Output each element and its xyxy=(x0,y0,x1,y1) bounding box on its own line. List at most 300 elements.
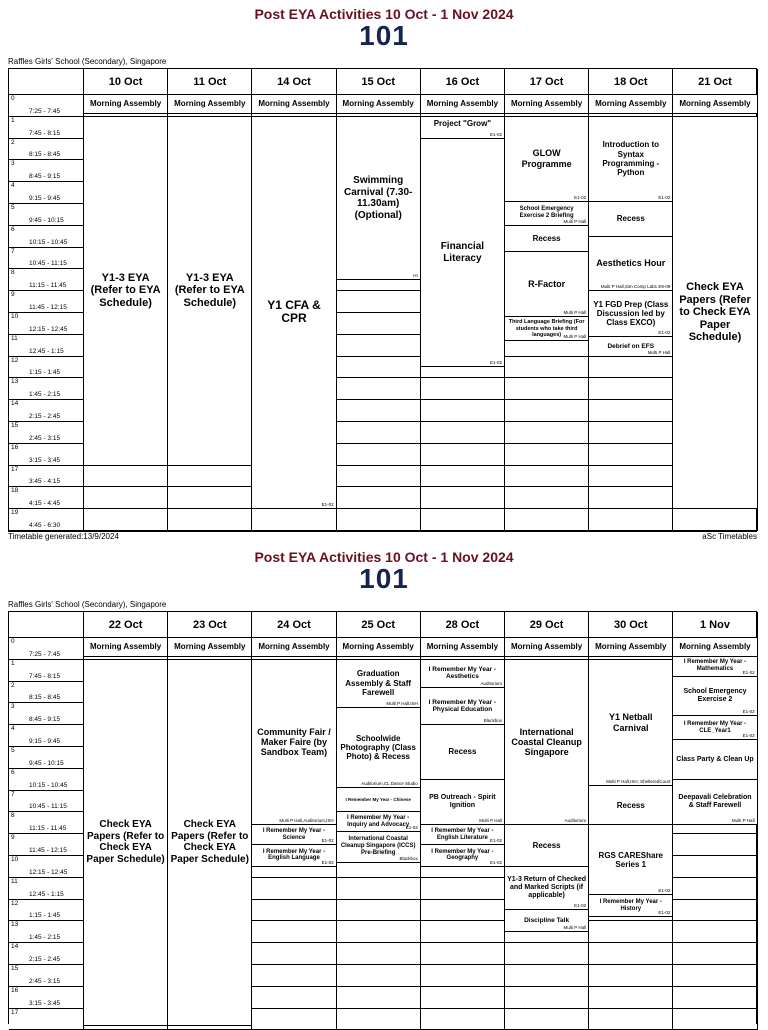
timetable-event[interactable] xyxy=(337,95,421,114)
event-label: Recess xyxy=(616,214,645,224)
period-time: 4:15 - 4:45 xyxy=(29,500,61,508)
event-label: Morning Assembly xyxy=(258,99,330,109)
period-number: 0 xyxy=(11,95,15,102)
period-time: 7:45 - 8:15 xyxy=(29,129,61,137)
timetable-event[interactable] xyxy=(673,780,757,826)
timetable-event[interactable] xyxy=(421,780,505,826)
event-label: Check EYA Papers (Refer to Check EYA Paper Schedule) xyxy=(170,819,249,865)
period-slot xyxy=(9,703,84,725)
period-number: 2 xyxy=(11,681,15,689)
period-time: 3:15 - 3:45 xyxy=(29,456,61,464)
event-room: E1-02 xyxy=(658,888,671,894)
timetable-event[interactable] xyxy=(589,95,673,114)
period-slot xyxy=(9,95,84,117)
event-label: I Remember My Year - Inquiry and Advocacy xyxy=(347,814,410,828)
period-time: 2:45 - 3:15 xyxy=(29,977,61,985)
period-number: 4 xyxy=(11,182,15,190)
timetable-grid xyxy=(8,611,757,1024)
period-slot xyxy=(9,444,84,466)
period-number: 5 xyxy=(11,747,15,754)
page-title: Post EYA Activities 10 Oct - 1 Nov 2024 xyxy=(254,549,514,565)
period-slot xyxy=(9,769,84,791)
empty-cell xyxy=(337,900,421,922)
empty-cell xyxy=(421,466,505,488)
period-time: 8:15 - 8:45 xyxy=(29,694,61,702)
day-header: 24 Oct xyxy=(252,612,336,638)
event-label: Check EYA Papers (Refer to Check EYA Paper Schedule) xyxy=(86,819,165,865)
event-label: Morning Assembly xyxy=(174,99,246,109)
empty-cell xyxy=(337,487,421,509)
period-time: 1:45 - 2:15 xyxy=(29,934,61,942)
period-slot xyxy=(9,682,84,704)
timetable-event[interactable] xyxy=(337,788,421,812)
event-label: Class Party & Clean Up xyxy=(676,755,754,763)
period-number: 14 xyxy=(11,400,19,408)
empty-cell xyxy=(505,444,589,466)
event-label: Deepavali Celebration & Staff Farewell xyxy=(678,794,752,810)
event-label: Discipline Talk xyxy=(524,917,570,925)
period-time: 10:45 - 11:15 xyxy=(29,260,67,268)
timetable-event[interactable] xyxy=(589,895,673,917)
timetable-event[interactable] xyxy=(421,117,505,139)
event-label: Morning Assembly xyxy=(426,99,499,109)
timetable-event[interactable] xyxy=(421,660,505,688)
period-slot xyxy=(9,400,84,422)
event-label: I Remember My Year - Science xyxy=(262,827,326,841)
period-slot xyxy=(9,357,84,379)
empty-cell xyxy=(337,1009,421,1030)
event-room: E1-02 xyxy=(742,709,755,715)
period-number: 3 xyxy=(11,160,15,168)
event-label: GLOW Programme xyxy=(521,148,572,169)
timetable-event[interactable] xyxy=(673,677,757,716)
period-number: 9 xyxy=(11,291,15,299)
timetable-event[interactable] xyxy=(589,825,673,895)
period-number: 6 xyxy=(11,225,15,233)
period-time: 11:45 - 12:15 xyxy=(29,846,67,854)
period-time: 8:15 - 8:45 xyxy=(29,151,61,159)
empty-cell xyxy=(421,509,505,531)
period-slot xyxy=(9,335,84,357)
event-label: Introduction to Syntax Programming - Python xyxy=(602,140,660,177)
empty-cell xyxy=(421,487,505,509)
timetable-event[interactable] xyxy=(337,812,421,832)
event-room: E1-02 xyxy=(321,838,334,844)
period-slot xyxy=(9,422,84,444)
empty-cell xyxy=(505,422,589,444)
empty-cell xyxy=(337,509,421,531)
period-number: 13 xyxy=(11,378,19,386)
timetable-event[interactable] xyxy=(673,95,757,114)
period-number: 16 xyxy=(11,443,19,451)
period-number: 4 xyxy=(11,725,15,733)
period-number: 6 xyxy=(11,768,15,776)
day-header: 1 Nov xyxy=(673,612,757,638)
school-name: Raffles Girls' School (Secondary), Singapore xyxy=(8,57,167,66)
event-label: Financial Literacy xyxy=(440,241,485,264)
timetable-event[interactable] xyxy=(421,688,505,725)
empty-cell xyxy=(589,466,673,488)
period-time: 8:45 - 9:15 xyxy=(29,173,61,181)
period-number: 5 xyxy=(11,204,15,211)
period-slot xyxy=(9,747,84,769)
timetable-event[interactable] xyxy=(84,638,168,657)
day-header: 15 Oct xyxy=(337,69,421,95)
empty-cell xyxy=(673,943,757,965)
empty-cell xyxy=(505,466,589,488)
empty-cell xyxy=(505,400,589,422)
timetable-event[interactable] xyxy=(589,337,673,357)
day-header: 23 Oct xyxy=(168,612,252,638)
empty-cell xyxy=(589,444,673,466)
footer-brand: aSc Timetables xyxy=(702,532,757,541)
day-header: 30 Oct xyxy=(589,612,673,638)
event-label: Recess xyxy=(532,841,561,851)
timetable-event[interactable] xyxy=(168,117,252,466)
event-label: Morning Assembly xyxy=(174,642,246,652)
empty-cell xyxy=(337,335,421,357)
timetable-event[interactable] xyxy=(168,660,252,1026)
period-number: 3 xyxy=(11,703,15,711)
empty-cell xyxy=(421,1009,505,1030)
event-label: Recess xyxy=(448,747,477,757)
event-label: I Remember My Year - Mathematics xyxy=(683,659,747,673)
timetable-event[interactable] xyxy=(589,202,673,237)
period-slot xyxy=(9,812,84,834)
empty-cell xyxy=(673,856,757,878)
event-room: Multi P Hall xyxy=(731,818,755,824)
timetable-event[interactable] xyxy=(84,660,168,1026)
timetable-event[interactable] xyxy=(252,95,336,114)
timetable-event[interactable] xyxy=(337,660,421,708)
event-label: Y1 CFA & CPR xyxy=(267,297,321,326)
event-label: Swimming Carnival (7.30-11.30am) (Optional) xyxy=(344,175,413,221)
event-label: Recess xyxy=(616,800,645,810)
period-slot xyxy=(9,660,84,682)
period-slot xyxy=(9,226,84,248)
empty-cell xyxy=(421,378,505,400)
day-header: 29 Oct xyxy=(505,612,589,638)
timetable-grid xyxy=(8,68,757,532)
period-slot xyxy=(9,139,84,161)
event-label: Morning Assembly xyxy=(510,99,583,109)
day-header: 18 Oct xyxy=(589,69,673,95)
period-time: 12:15 - 12:45 xyxy=(29,325,68,333)
empty-cell xyxy=(337,378,421,400)
timetable-event[interactable] xyxy=(589,786,673,825)
event-label: Graduation Assembly & Staff Farewell xyxy=(345,669,412,697)
timetable-event[interactable] xyxy=(505,226,589,252)
event-room: E1-02 xyxy=(489,859,502,865)
timetable-event[interactable] xyxy=(421,845,505,867)
event-room: Multi P Hall,Auditorium,ISH xyxy=(279,818,334,824)
timetable-event[interactable] xyxy=(337,117,421,281)
period-number: 7 xyxy=(11,247,15,255)
empty-cell xyxy=(505,378,589,400)
period-slot xyxy=(9,791,84,813)
event-label: Y1-3 Return of Checked and Marked Scripts (if applicable) xyxy=(507,876,587,900)
event-room: E1-02 xyxy=(658,910,671,916)
school-name: Raffles Girls' School (Secondary), Singapore xyxy=(8,600,167,609)
event-room: HI xyxy=(413,273,418,279)
period-time: 2:45 - 3:15 xyxy=(29,434,61,442)
event-label: International Coastal Cleanup Singapore xyxy=(511,726,582,758)
period-time: 3:45 - 4:15 xyxy=(29,478,61,486)
timetable-event[interactable] xyxy=(337,708,421,789)
period-slot xyxy=(9,878,84,900)
day-header: 22 Oct xyxy=(84,612,168,638)
timetable-event[interactable] xyxy=(421,139,505,368)
period-slot xyxy=(9,725,84,747)
empty-cell xyxy=(673,965,757,987)
period-time: 1:15 - 1:45 xyxy=(29,912,61,920)
empty-cell xyxy=(505,357,589,379)
period-number: 1 xyxy=(11,659,15,667)
timetable-event[interactable] xyxy=(673,657,757,678)
period-time: 10:15 - 10:45 xyxy=(29,781,68,789)
timetable-event[interactable] xyxy=(673,117,757,509)
timetable-event[interactable] xyxy=(84,117,168,466)
timetable-event[interactable] xyxy=(337,638,421,657)
event-label: Morning Assembly xyxy=(679,642,751,652)
period-number: 9 xyxy=(11,834,15,842)
event-label: PB Outreach - Spirit Ignition xyxy=(429,794,496,810)
period-time: 7:25 - 7:45 xyxy=(29,107,61,115)
period-slot xyxy=(9,378,84,400)
period-slot xyxy=(9,509,84,531)
empty-cell xyxy=(589,1009,673,1030)
empty-cell xyxy=(84,509,168,531)
event-label: I Remember My Year - Aesthetics xyxy=(428,665,497,681)
timetable-event[interactable] xyxy=(589,237,673,292)
period-number: 17 xyxy=(11,1008,19,1016)
empty-cell xyxy=(673,834,757,856)
period-number: 15 xyxy=(11,422,19,429)
empty-cell xyxy=(337,965,421,987)
empty-cell xyxy=(421,400,505,422)
event-room: E1-02 xyxy=(321,502,334,508)
period-time: 1:45 - 2:15 xyxy=(29,391,61,399)
event-label: I Remember My Year - Chinese xyxy=(345,797,411,803)
event-label: I Remember My Year - English Language xyxy=(262,848,326,862)
timetable-event[interactable] xyxy=(505,252,589,317)
empty-cell xyxy=(673,987,757,1009)
empty-cell xyxy=(337,400,421,422)
empty-cell xyxy=(252,900,336,922)
timetable-event[interactable] xyxy=(421,95,505,114)
timetable-event[interactable] xyxy=(589,660,673,786)
period-number: 18 xyxy=(11,487,19,495)
day-header: 21 Oct xyxy=(673,69,757,95)
event-label: RGS CAREShare Series 1 xyxy=(598,850,664,869)
empty-cell xyxy=(589,378,673,400)
empty-cell xyxy=(337,444,421,466)
event-label: I Remember My Year - Physical Education xyxy=(428,698,497,714)
empty-cell xyxy=(421,900,505,922)
timetable-event[interactable] xyxy=(252,638,336,657)
day-header: 14 Oct xyxy=(252,69,336,95)
period-slot xyxy=(9,856,84,878)
timetable-event[interactable] xyxy=(84,95,168,114)
period-slot xyxy=(9,466,84,488)
event-label: Morning Assembly xyxy=(679,99,751,109)
timetable-event[interactable] xyxy=(505,317,589,341)
empty-cell xyxy=(337,357,421,379)
period-time: 9:45 - 10:15 xyxy=(29,759,64,767)
timetable-event[interactable] xyxy=(673,740,757,779)
timetable-event[interactable] xyxy=(505,660,589,826)
event-room: E1-02 xyxy=(489,838,502,844)
period-slot xyxy=(9,204,84,226)
event-room: E1-02 xyxy=(742,733,755,739)
empty-cell xyxy=(252,987,336,1009)
period-time: 12:45 - 1:15 xyxy=(29,890,64,898)
empty-cell xyxy=(337,878,421,900)
period-time: 7:25 - 7:45 xyxy=(29,650,61,658)
empty-cell xyxy=(421,422,505,444)
period-slot xyxy=(9,943,84,965)
timetable-event[interactable] xyxy=(168,95,252,114)
period-number: 2 xyxy=(11,138,15,146)
empty-cell xyxy=(589,487,673,509)
timetable-event[interactable] xyxy=(505,202,589,226)
empty-cell xyxy=(421,943,505,965)
period-slot xyxy=(9,117,84,139)
timetable-event[interactable] xyxy=(252,825,336,845)
period-number: 11 xyxy=(11,877,18,885)
event-label: Y1-3 EYA (Refer to EYA Schedule) xyxy=(90,271,161,310)
period-time: 2:15 - 2:45 xyxy=(29,955,61,963)
period-slot xyxy=(9,160,84,182)
period-number: 14 xyxy=(11,943,19,951)
period-time: 11:15 - 11:45 xyxy=(29,282,67,290)
event-room: Multi P Hall xyxy=(479,818,502,824)
timetable-event[interactable] xyxy=(505,825,589,866)
event-label: School Emergency Exercise 2 xyxy=(683,688,747,704)
empty-cell xyxy=(505,987,589,1009)
period-slot xyxy=(9,900,84,922)
period-number: 7 xyxy=(11,790,15,798)
empty-cell xyxy=(589,509,673,531)
period-number: 8 xyxy=(11,269,15,277)
period-number: 15 xyxy=(11,965,19,972)
timetable-event[interactable] xyxy=(168,638,252,657)
timetable-event[interactable] xyxy=(505,95,589,114)
event-room: Multi P Hall xyxy=(647,349,671,355)
empty-cell xyxy=(337,987,421,1009)
class-number: 101 xyxy=(359,20,409,51)
period-slot xyxy=(9,269,84,291)
period-time: 11:15 - 11:45 xyxy=(29,825,67,833)
empty-cell xyxy=(589,400,673,422)
event-label: R-Factor xyxy=(528,278,566,289)
empty-cell xyxy=(589,422,673,444)
timetable-event[interactable] xyxy=(252,845,336,867)
period-number: 11 xyxy=(11,334,18,342)
event-room: Multi P Hall xyxy=(563,218,587,224)
event-room: E1-02 xyxy=(489,131,502,137)
period-time: 11:45 - 12:15 xyxy=(29,303,67,311)
day-header: 11 Oct xyxy=(168,69,252,95)
empty-cell xyxy=(589,921,673,943)
empty-cell xyxy=(505,943,589,965)
event-label: Morning Assembly xyxy=(342,99,414,109)
event-room: Auditorium,CL Dance Studio xyxy=(361,781,418,787)
period-time: 9:15 - 9:45 xyxy=(29,737,61,745)
empty-cell xyxy=(84,487,168,509)
empty-cell xyxy=(168,487,252,509)
empty-cell xyxy=(84,466,168,488)
timetable-event[interactable] xyxy=(252,660,336,826)
page-title: Post EYA Activities 10 Oct - 1 Nov 2024 xyxy=(254,6,514,22)
period-slot xyxy=(9,182,84,204)
empty-cell xyxy=(421,987,505,1009)
period-time: 10:15 - 10:45 xyxy=(29,238,68,246)
timetable-event[interactable] xyxy=(252,117,336,509)
empty-cell xyxy=(337,313,421,335)
period-number: 10 xyxy=(11,313,19,320)
timetable-event[interactable] xyxy=(505,638,589,657)
footer-generated: Timetable generated:13/9/2024 xyxy=(8,532,119,541)
timetable-event[interactable] xyxy=(505,117,589,202)
day-header: 10 Oct xyxy=(84,69,168,95)
timetable-event[interactable] xyxy=(505,867,589,911)
empty-cell xyxy=(168,466,252,488)
event-label: Morning Assembly xyxy=(258,642,330,652)
event-label: Recess xyxy=(532,233,561,243)
timetable-event[interactable] xyxy=(421,638,505,657)
timetable-event[interactable] xyxy=(673,716,757,740)
event-label: I Remember My Year - Geography xyxy=(431,848,494,862)
timetable-event[interactable] xyxy=(505,911,589,933)
timetable-event[interactable] xyxy=(673,638,757,657)
empty-cell xyxy=(673,900,757,922)
timetable-event[interactable] xyxy=(589,117,673,202)
empty-cell xyxy=(673,1009,757,1030)
event-room: E1-02 xyxy=(658,329,671,335)
period-number: 17 xyxy=(11,465,19,473)
timetable-event[interactable] xyxy=(589,291,673,337)
empty-cell xyxy=(673,921,757,943)
event-room: Multi P Hall xyxy=(563,310,587,316)
timetable-event[interactable] xyxy=(589,638,673,657)
period-slot xyxy=(9,834,84,856)
period-slot xyxy=(9,487,84,509)
period-time: 3:15 - 3:45 xyxy=(29,999,61,1007)
timetable-event[interactable] xyxy=(421,725,505,780)
period-time: 4:45 - 6:30 xyxy=(29,521,61,529)
event-label: Third Language Briefing (For students who take third languages) xyxy=(508,319,585,338)
event-label: I Remember My Year - CLE_Year1 xyxy=(683,721,747,734)
timetable-event[interactable] xyxy=(421,825,505,845)
event-room: E1-02 xyxy=(489,360,502,366)
period-slot xyxy=(9,921,84,943)
period-time: 7:45 - 8:15 xyxy=(29,672,61,680)
empty-cell xyxy=(337,921,421,943)
period-number: 10 xyxy=(11,856,19,863)
event-room: E1-02 xyxy=(742,670,755,676)
day-header: 16 Oct xyxy=(421,69,505,95)
event-room: Blackbox xyxy=(399,855,418,861)
period-time: 12:45 - 1:15 xyxy=(29,347,64,355)
event-room: E1-02 xyxy=(405,825,418,830)
event-label: Project "Grow" xyxy=(433,118,492,128)
timetable-event[interactable] xyxy=(337,832,421,863)
corner-cell xyxy=(9,69,84,95)
event-label: Y1 FGD Prep (Class Discussion led by Class EXCO) xyxy=(593,299,669,328)
day-header: 28 Oct xyxy=(421,612,505,638)
period-time: 9:15 - 9:45 xyxy=(29,194,61,202)
